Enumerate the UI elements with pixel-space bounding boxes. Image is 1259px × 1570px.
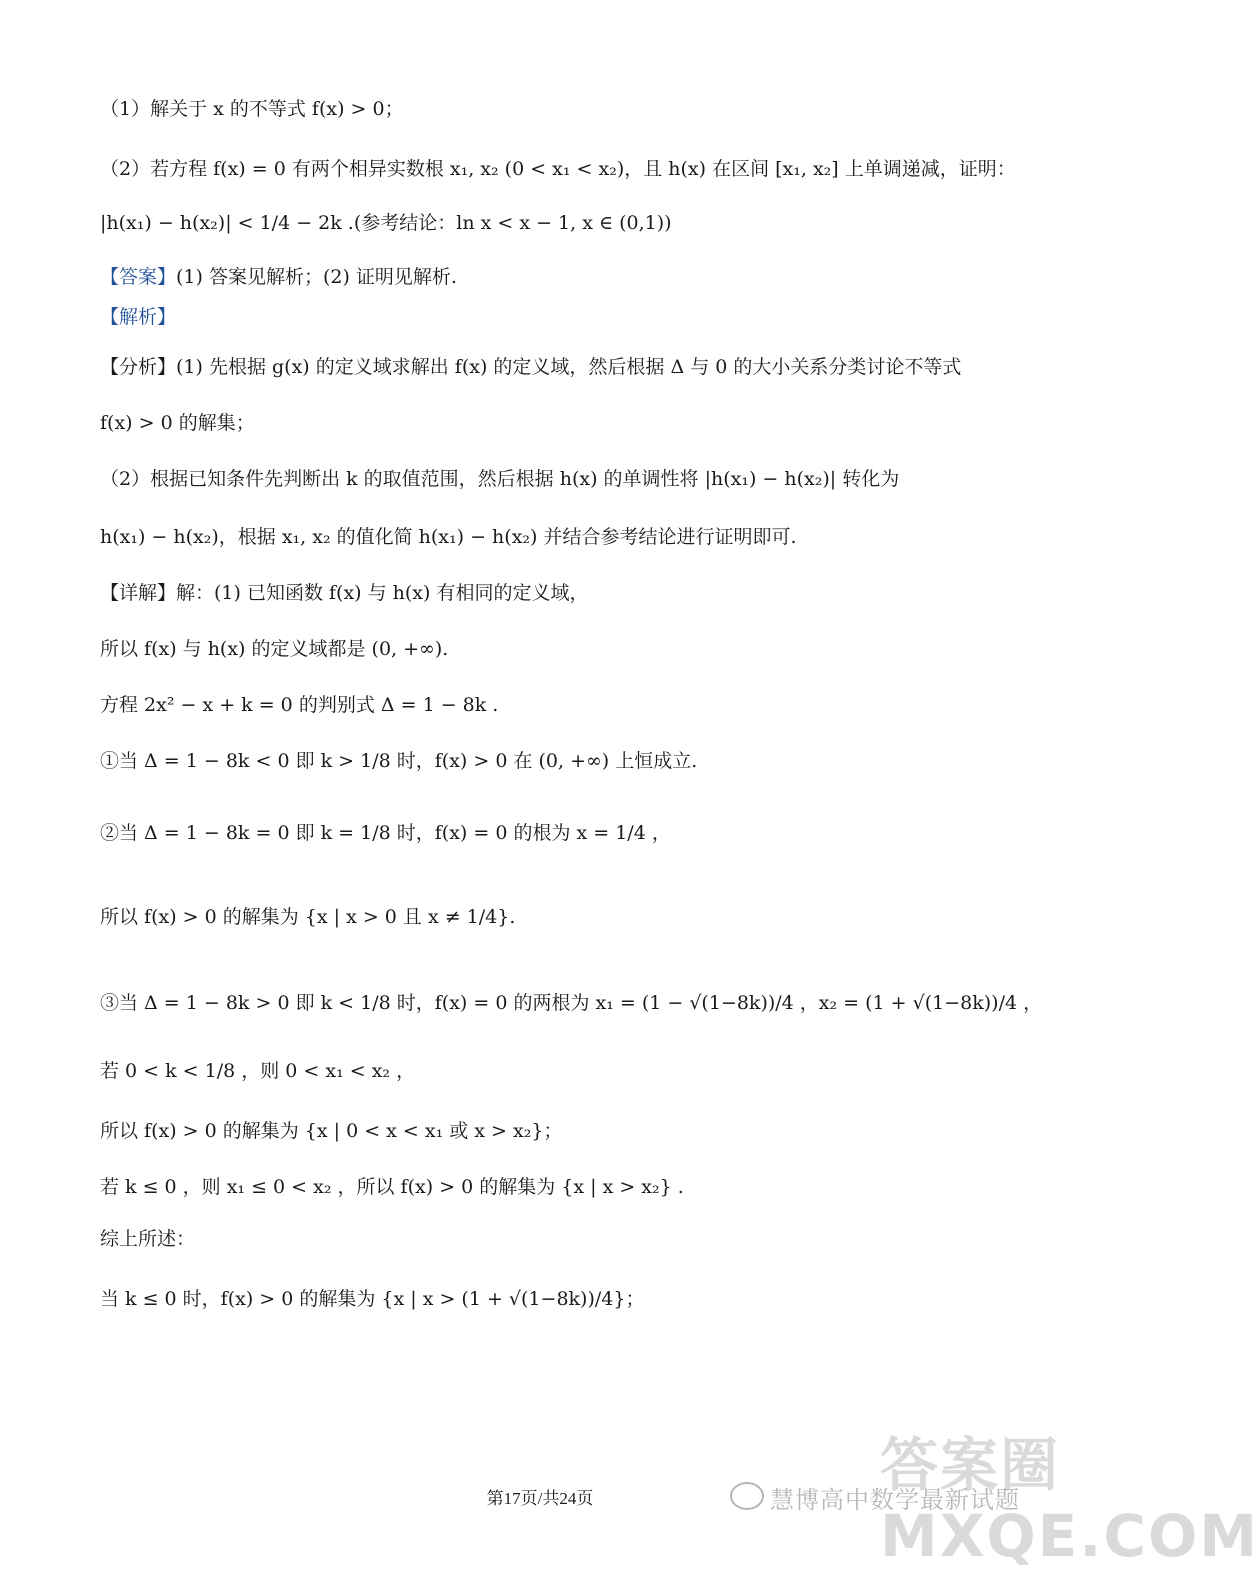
watermark-text: 慧博高中数学最新试题	[770, 1486, 1020, 1514]
line-text: 所以 f(x) > 0 的解集为 {x | x > 0 且 x ≠ 1/4}.	[100, 906, 516, 928]
line-text: 若 0 < k < 1/8 ，则 0 < x₁ < x₂ ，	[100, 1060, 416, 1082]
line-text: 所以 f(x) > 0 的解集为 {x | 0 < x < x₁ 或 x > x₂}；	[100, 1120, 563, 1142]
summary-line-1	[100, 1288, 1000, 1312]
line-text: （2）根据已知条件先判断出 k 的取值范围，然后根据 h(x) 的单调性将 |h(x₁) − h(x₂)| 转化为	[100, 468, 900, 490]
line-text: 若 k ≤ 0 ，则 x₁ ≤ 0 < x₂ ，所以 f(x) > 0 的解集为 {x | x > x₂} .	[100, 1176, 684, 1198]
case-2	[100, 822, 1000, 846]
watermark-logo: 答案圈 MXQE.COM	[880, 1431, 1259, 1570]
line-text: ③当 Δ = 1 − 8k > 0 即 k < 1/8 时，f(x) = 0 的两根为 x₁ = (1 − √(1−8k))/4 ，x₂ = (1 + √(1−8k))/4 ，	[100, 992, 1043, 1014]
line-text: 【详解】解：(1) 已知函数 f(x) 与 h(x) 有相同的定义域，	[100, 582, 589, 604]
analysis-heading	[100, 306, 1000, 330]
line-text: |h(x₁) − h(x₂)| < 1/4 − 2k .(参考结论：ln x < x − 1, x ∈ (0,1))	[100, 212, 672, 234]
analysis-tag: 【解析】	[100, 306, 177, 328]
line-text: （2）若方程 f(x) = 0 有两个相异实数根 x₁, x₂ (0 < x₁ < x₂)，且 h(x) 在区间 [x₁, x₂] 上单调递减，证明：	[100, 158, 1016, 180]
analysis-subtag: 【分析】	[100, 356, 177, 378]
line-text: 综上所述：	[100, 1228, 196, 1250]
answer-tag: 【答案】	[100, 266, 177, 288]
case-3	[100, 992, 1043, 1016]
question-part-2-inequality	[100, 212, 1000, 236]
case-2-solution	[100, 906, 1000, 930]
case-1	[100, 750, 1000, 774]
line-text: h(x₁) − h(x₂)，根据 x₁, x₂ 的值化简 h(x₁) − h(x₂) 并结合参考结论进行证明即可.	[100, 526, 797, 548]
line-text: f(x) > 0 的解集；	[100, 412, 255, 434]
page-number: 第17页/共24页	[486, 1489, 594, 1508]
case-3-sub-2	[100, 1176, 1000, 1200]
line-text: 方程 2x² − x + k = 0 的判别式 Δ = 1 − 8k .	[100, 694, 499, 716]
question-part-1	[100, 98, 1000, 122]
case-3-sub-1	[100, 1060, 1000, 1084]
line-text: ②当 Δ = 1 − 8k = 0 即 k = 1/8 时，f(x) = 0 的根为 x = 1/4 ，	[100, 822, 671, 844]
line-text: (1) 答案见解析；(2) 证明见解析.	[176, 266, 457, 288]
line-text: 当 k ≤ 0 时，f(x) > 0 的解集为 {x | x > (1 + √(1−8k))/4}；	[100, 1288, 645, 1310]
case-3-solution-1	[100, 1120, 1000, 1144]
analysis-line-4	[100, 526, 1000, 550]
line-text: (1) 先根据 g(x) 的定义域求解出 f(x) 的定义域，然后根据 Δ 与 0 的大小关系分类讨论不等式	[176, 356, 962, 378]
analysis-line-2	[100, 412, 1000, 436]
detail-line-2	[100, 638, 1000, 662]
line-text: ①当 Δ = 1 − 8k < 0 即 k > 1/8 时，f(x) > 0 在 (0, +∞) 上恒成立.	[100, 750, 698, 772]
summary-heading	[100, 1228, 1000, 1252]
analysis-line-3	[100, 468, 1000, 492]
line-text: 所以 f(x) 与 h(x) 的定义域都是 (0, +∞).	[100, 638, 449, 660]
answer-line	[100, 266, 1000, 290]
question-part-2	[100, 158, 1016, 182]
detail-line-1	[100, 582, 1000, 606]
detail-line-3	[100, 694, 1000, 718]
analysis-line-1	[100, 356, 1000, 380]
line-text: （1）解关于 x 的不等式 f(x) > 0；	[100, 98, 404, 120]
